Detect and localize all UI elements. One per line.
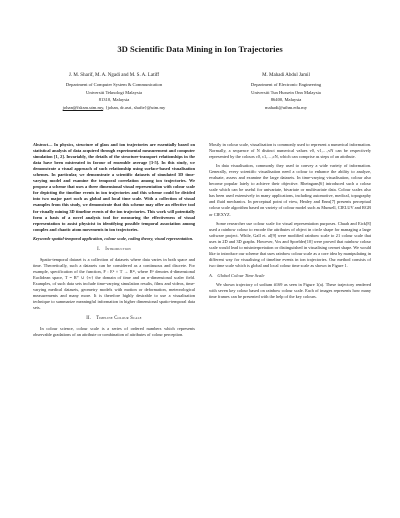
right-paragraph-3: Some researcher use colour scale for visual representation purposes. Chuah and Eick[8] used a rainbow colour to encode the attributes of object in circle shape for managing a large software project. While, Gall et. al[9] were modified rainbow scale to 21 colour scale that uses in 2D and 3D graphs. However, Vos and Spoelder[10] were proved that rainbow colour scale would lead to misinterpretation or distinguished in visualising cermet shape. We would like to introduce our scheme that uses rainbow colour scale as a core idea by manipulating in different way for visualising of timeline events in ion trajectories. Our method consists of two time scale which is global and local colour time scale as shown in Figure 1. [209,220,371,268]
subsection-heading-global-colour-time-scale: A. Global Colour Time Scale [209,272,265,278]
author-names-right: M. Mahadi Abdul Jamil [262,73,310,78]
abstract-lead: Abstract— [33,142,53,147]
right-paragraph-4: We shown trajectory of sodium #169 as seen in Figure 1(a). These trajectory rendered with seven key colour based on rainbow colour scale. Each of images represents how many time frames can be presented with the help of the key colours. [209,281,371,300]
right-column [209,142,371,303]
author-dept-left: Department of Computer System & Communication [65,82,163,88]
section-heading-introduction: I. Introduction [97,246,131,252]
section-heading-timeline-colour-scale: II. Timeline Colour Scale [86,316,142,322]
author-names-left: J. M. Sharif, M. A. Ngadi and M. S. A. Latiff [68,73,160,78]
author-email-right: mahadi@uthm.edu.my [265,104,307,110]
abstract [33,142,195,233]
left-column [33,142,195,341]
email-link[interactable]: johan@fsksm.utm.my [62,104,104,110]
abstract-body: In physics, structure of glass and ion trajectories are essentially based on statistical analysis of data acquired through experimental measurement and computer simulation [1, 2]. Invariably, the details of the structure-transport relationships in the data have been mistreated in favour of ensemble average [3-5]. In this study, we demonstrate a visual approach of such relationship using surface-based visualisation schemes. In particular, we demonstrate a scientific datasets of simulated 3D time-varying model and examine the temporal correlation among ion trajectories. We propose a scheme that uses a three dimensional visual representation with colour scale for depicting the timeline events in ion trajectories and this scheme could be divided into two major part such as global and local time scale. With a collection of visual examples from this study, we demonstrate that this scheme may offer an effective tool for visually mining 3D timeline events of the ion trajectories. This work will potentially form a basis of a novel analysis tool for measuring the effectiveness of visual representation to assist physicist in identifying possible temporal association among complex and chaotic atom movements in ion trajectories. [33,142,195,232]
email-rest: , {johan, dr.asri, shafie}@utm.my [103,104,166,110]
right-paragraph-2: In data visualisation, commonly they used to convey a wide variety of information. Generally, every scientific visualisation need a colour to enhance the ability to analyze, evaluate, assess and examine the large datasets. In time-varying visualisation, colour also become popular lately to achieve their objective. Rheingans[6] introduced such a colour scale which can be useful for univariate, bivariate or multivariate data. Colour scales also has been used extensively in many applications, including automotive, medical, topography and fluid mechanics. In perceptual point of view, Healey and Enns[7] presents perceptual colour scale algorithm based on variety of colour model such as Munsell, CIELUV and RGB or CIEXYZ. [209,163,371,217]
author-block-left [34,72,194,111]
author-section [34,72,366,132]
keywords: Keywords-spatial-temporal application, colour scale, coding theory, visual representation. [33,235,194,241]
right-paragraph-1: Mostly in colour scale, visualisation is commonly used to represent a numerical information. Normally, a sequence of N distinct numerical values v0, v1,…,vN can be respectively represented by the colours c0, c1,…,cN, which can comprise as steps of an attribute. [209,142,371,160]
timeline-colour-scale-paragraph: In colour science, colour scale is a series of ordered numbers which represents observable gradations of an attribute or combination of attributes of colour perception. [33,326,195,338]
author-univ-left: Universiti Teknologi Malaysia [86,89,142,95]
author-block-right [206,72,366,111]
introduction-paragraph: Spatio-temporal dataset is a collection of datasets where data varies in both space and time. Theoretically, such a datasets can be considered as a continuous and discrete. For example, specification of the function, F : Eⁿ × T → Rᵐ, where Eⁿ denotes d-dimensional Euclidean space, T = R⁺ ∪ {∞} the domain of time and an n-dimensional scaler field. Examples, of such data sets include time-varying simulation results, films and videos, time-varying medical datasets, geometry models with motion or deformation, meteorological measurements and many more. It is therefore highly desirable to use a visualisation technique to summarize meaningful information in higher dimensional spatio-temporal data sets. [33,256,195,311]
author-univ-right: Universiti Tun Hussein Onn Malaysia [251,89,321,95]
author-email-left [34,104,194,111]
author-dept-right: Department of Electronic Engineering [250,82,322,88]
paper-title: 3D Scientific Data Mining in Ion Trajectories [117,44,283,54]
author-city-right: 86400, Malaysia [270,97,302,103]
author-city-left: 81310, Malaysia [98,97,130,103]
